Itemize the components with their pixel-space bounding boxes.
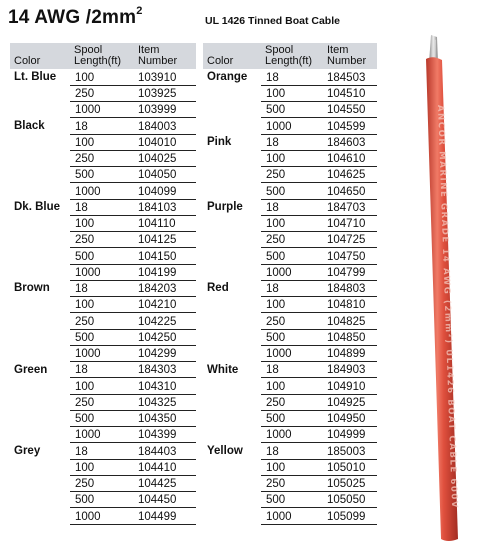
spool-length-cell: 1000 (70, 345, 134, 361)
spool-length-cell: 500 (261, 329, 323, 345)
spool-length-cell: 18 (70, 443, 134, 459)
item-number-cell: 104125 (134, 232, 196, 248)
table-row (203, 443, 377, 459)
spool-length-cell: 500 (261, 248, 323, 264)
spool-length-cell: 100 (261, 85, 323, 101)
item-number-cell: 184903 (323, 362, 377, 378)
spool-length-cell: 250 (70, 150, 134, 166)
spool-length-cell: 250 (70, 475, 134, 491)
spool-length-cell: 18 (70, 280, 134, 296)
spool-length-cell: 18 (261, 280, 323, 296)
item-number-cell: 105010 (323, 459, 377, 475)
spool-length-cell: 250 (70, 394, 134, 410)
color-label: Brown (14, 282, 50, 295)
spool-length-cell: 1000 (70, 264, 134, 280)
table-row (203, 280, 377, 296)
table-row (203, 69, 377, 85)
spool-length-cell: 250 (70, 232, 134, 248)
item-number-cell: 104099 (134, 183, 196, 199)
table-row (203, 362, 377, 378)
spool-length-cell: 500 (261, 183, 323, 199)
spool-length-cell: 18 (70, 118, 134, 134)
item-number-cell: 104910 (323, 378, 377, 394)
spool-length-cell: 18 (261, 199, 323, 215)
spool-length-cell: 100 (261, 378, 323, 394)
spool-length-cell: 250 (261, 313, 323, 329)
spool-length-cell: 250 (70, 85, 134, 101)
item-number-cell: 105050 (323, 492, 377, 508)
item-number-cell: 105099 (323, 508, 377, 524)
color-label: Grey (14, 444, 41, 457)
column-header-spool: Spool Length(ft) (70, 43, 134, 69)
table-row (203, 134, 377, 150)
spool-length-cell: 250 (70, 313, 134, 329)
spool-length-cell: 1000 (70, 508, 134, 524)
item-number-cell: 184103 (134, 199, 196, 215)
spool-length-cell: 500 (70, 492, 134, 508)
spool-length-cell: 1000 (70, 102, 134, 118)
item-number-cell: 104225 (134, 313, 196, 329)
color-label: Dk. Blue (14, 201, 61, 213)
spool-length-cell: 100 (261, 150, 323, 166)
item-number-cell: 184403 (134, 443, 196, 459)
item-number-cell: 104625 (323, 167, 377, 183)
item-number-cell: 104425 (134, 475, 196, 491)
item-number-cell: 104450 (134, 492, 196, 508)
color-label: Lt. Blue (14, 71, 57, 83)
spool-length-cell: 100 (70, 69, 134, 85)
item-number-cell: 104710 (323, 215, 377, 231)
spool-length-cell: 1000 (70, 427, 134, 443)
spool-length-cell: 500 (261, 410, 323, 426)
item-number-cell: 104325 (134, 394, 196, 410)
spool-length-cell: 250 (261, 232, 323, 248)
color-label: Red (207, 282, 229, 295)
color-label: Black (14, 119, 45, 132)
item-number-cell: 104750 (323, 248, 377, 264)
item-number-cell: 104950 (323, 410, 377, 426)
spool-length-cell: 250 (261, 475, 323, 491)
spool-length-cell: 18 (70, 362, 134, 378)
spool-length-cell: 1000 (261, 118, 323, 134)
item-number-cell: 104899 (323, 345, 377, 361)
item-number-cell: 104650 (323, 183, 377, 199)
item-number-cell: 104410 (134, 459, 196, 475)
table-row (10, 69, 196, 85)
item-number-cell: 104850 (323, 329, 377, 345)
item-number-cell: 104725 (323, 232, 377, 248)
spool-length-cell: 500 (70, 248, 134, 264)
spool-length-cell: 250 (261, 167, 323, 183)
item-number-cell: 104499 (134, 508, 196, 524)
spool-length-cell: 1000 (261, 427, 323, 443)
item-number-cell: 104210 (134, 297, 196, 313)
spool-length-cell: 1000 (261, 508, 323, 524)
spec-table-left (10, 43, 196, 525)
spool-length-cell: 100 (70, 215, 134, 231)
item-number-cell: 184003 (134, 118, 196, 134)
item-number-cell: 104610 (323, 150, 377, 166)
item-number-cell: 104999 (323, 427, 377, 443)
item-number-cell: 184603 (323, 134, 377, 150)
spool-length-cell: 500 (70, 329, 134, 345)
color-label: Purple (207, 201, 243, 213)
column-header-item: Item Number (134, 43, 196, 69)
column-header-spool: Spool Length(ft) (261, 43, 323, 69)
item-number-cell: 104110 (134, 215, 196, 231)
color-label: Yellow (207, 444, 243, 457)
wire-print-text: ANCOR MARINE GRADE 14 AWG (2mm²) UL1426 BOAT CABLE 600V (435, 104, 460, 510)
color-label: Pink (207, 136, 232, 148)
item-number-cell: 104150 (134, 248, 196, 264)
item-number-cell: 104799 (323, 264, 377, 280)
item-number-cell: 104250 (134, 329, 196, 345)
spec-table-right (203, 43, 377, 525)
item-number-cell: 104050 (134, 167, 196, 183)
item-number-cell: 184803 (323, 280, 377, 296)
table-row (10, 280, 196, 296)
item-number-cell: 104299 (134, 345, 196, 361)
item-number-cell: 103999 (134, 102, 196, 118)
column-header-color: Color (203, 43, 261, 69)
spool-length-cell: 100 (261, 459, 323, 475)
spec-table-left-body (10, 69, 196, 524)
table-row (10, 362, 196, 378)
item-number-cell: 104550 (323, 102, 377, 118)
item-number-cell: 104310 (134, 378, 196, 394)
table-row (203, 199, 377, 215)
item-number-cell: 104510 (323, 85, 377, 101)
column-header-item: Item Number (323, 43, 377, 69)
page-subtitle: UL 1426 Tinned Boat Cable (205, 15, 340, 27)
table-row (10, 118, 196, 134)
item-number-cell: 104025 (134, 150, 196, 166)
table-row (10, 199, 196, 215)
spool-length-cell: 18 (261, 69, 323, 85)
item-number-cell: 104010 (134, 134, 196, 150)
spool-length-cell: 100 (261, 297, 323, 313)
spool-length-cell: 18 (261, 362, 323, 378)
column-header-color: Color (10, 43, 70, 69)
item-number-cell: 104925 (323, 394, 377, 410)
item-number-cell: 184303 (134, 362, 196, 378)
spool-length-cell: 250 (261, 394, 323, 410)
wire-product-image (385, 35, 481, 542)
spool-length-cell: 100 (70, 297, 134, 313)
spool-length-cell: 100 (70, 459, 134, 475)
spool-length-cell: 500 (70, 410, 134, 426)
color-label: White (207, 363, 239, 376)
spool-length-cell: 500 (261, 102, 323, 118)
spool-length-cell: 18 (261, 134, 323, 150)
spool-length-cell: 100 (70, 378, 134, 394)
item-number-cell: 184703 (323, 199, 377, 215)
spool-length-cell: 500 (70, 167, 134, 183)
item-number-cell: 103925 (134, 85, 196, 101)
spool-length-cell: 100 (70, 134, 134, 150)
color-label: Orange (207, 71, 248, 83)
spool-length-cell: 500 (261, 492, 323, 508)
item-number-cell: 105025 (323, 475, 377, 491)
item-number-cell: 184203 (134, 280, 196, 296)
item-number-cell: 185003 (323, 443, 377, 459)
item-number-cell: 184503 (323, 69, 377, 85)
item-number-cell: 104599 (323, 118, 377, 134)
spool-length-cell: 18 (261, 443, 323, 459)
spool-length-cell: 1000 (261, 345, 323, 361)
table-row (10, 443, 196, 459)
item-number-cell: 103910 (134, 69, 196, 85)
item-number-cell: 104810 (323, 297, 377, 313)
item-number-cell: 104825 (323, 313, 377, 329)
spec-table-right-body (203, 69, 377, 524)
page-title: 14 AWG $/2mm^2$ (8, 5, 143, 28)
item-number-cell: 104199 (134, 264, 196, 280)
spool-length-cell: 100 (261, 215, 323, 231)
item-number-cell: 104399 (134, 427, 196, 443)
color-label: Green (14, 363, 48, 376)
item-number-cell: 104350 (134, 410, 196, 426)
spool-length-cell: 1000 (70, 183, 134, 199)
spool-length-cell: 1000 (261, 264, 323, 280)
spool-length-cell: 18 (70, 199, 134, 215)
